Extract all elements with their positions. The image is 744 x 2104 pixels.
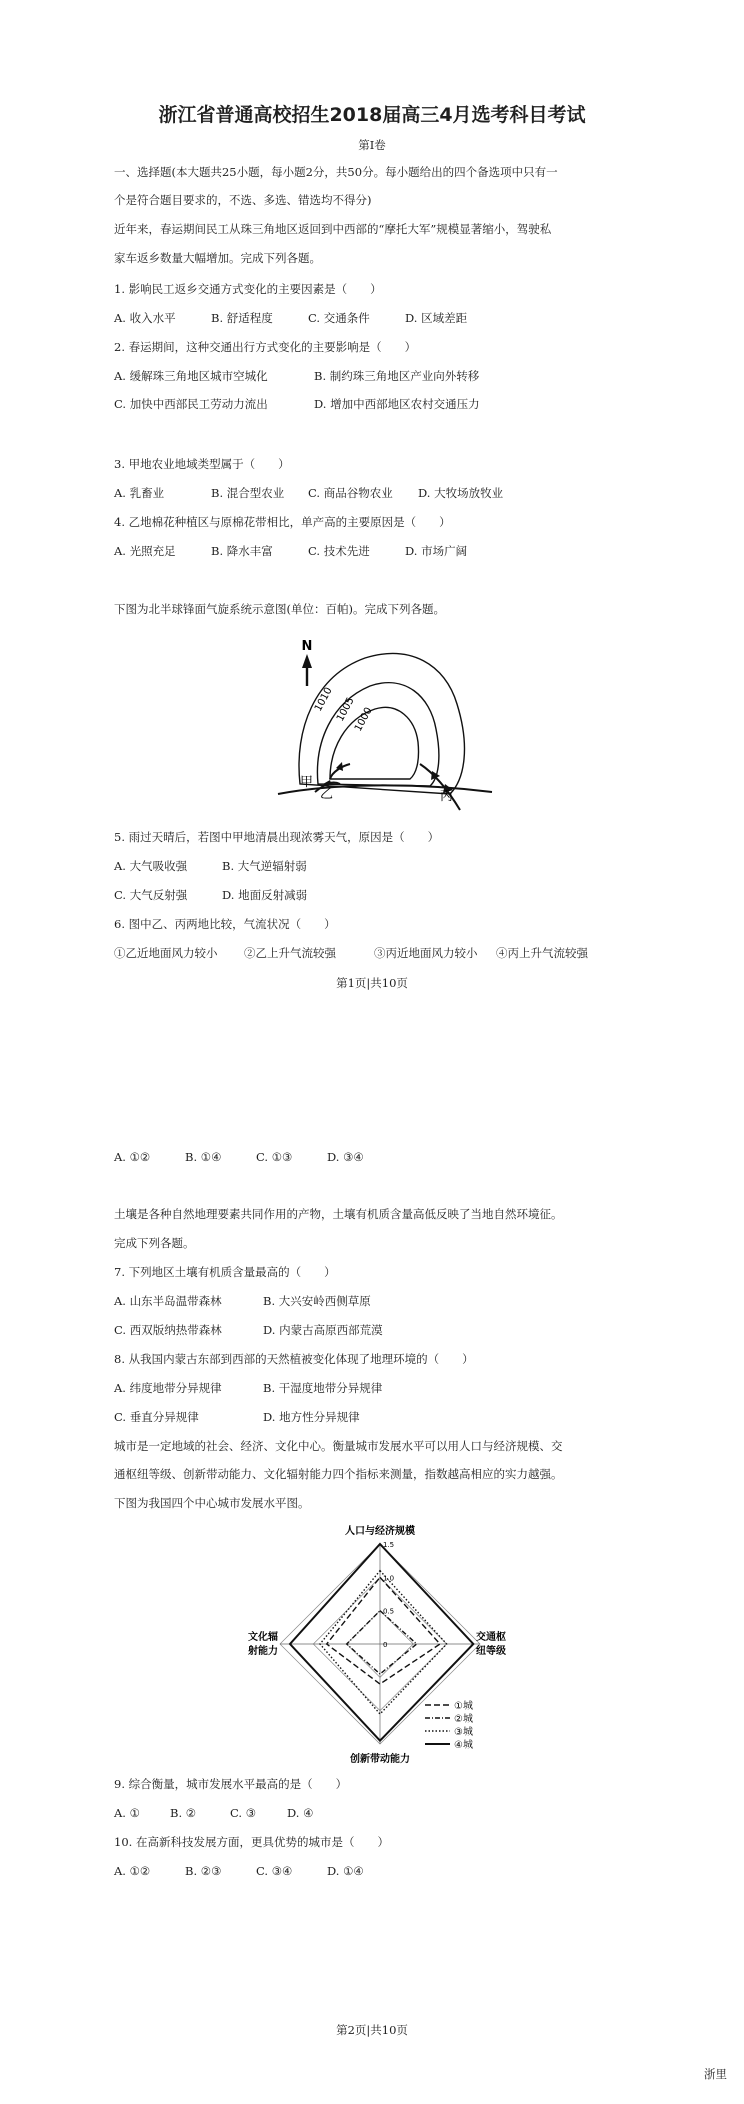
material4-line1: 城市是一定地域的社会、经济、文化中心。衡量城市发展水平可以用人口与经济规模、交 (114, 1439, 563, 1453)
section-intro-line1: 一、选择题(本大题共25小题，每小题2分，共50分。每小题给出的四个备选项中只有一 (114, 165, 558, 179)
q4-option-d[interactable]: D. 市场广阔 (405, 544, 468, 558)
place-label-yi: 乙 (320, 787, 334, 802)
q6-option-a[interactable]: A. ①② (114, 1150, 151, 1164)
q2-option-c[interactable]: C. 加快中西部民工劳动力流出 (114, 397, 268, 411)
q8-option-a[interactable]: A. 纬度地带分异规律 (114, 1381, 222, 1395)
q1-option-b[interactable]: B. 舒适程度 (211, 311, 273, 325)
material4-line2: 通枢纽等级、创新带动能力、文化辐射能力四个指标来测量，指数越高相应的实力越强。 (114, 1467, 563, 1481)
material4-line3: 下图为我国四个中心城市发展水平图。 (114, 1496, 310, 1510)
q6-option-d[interactable]: D. ③④ (327, 1150, 364, 1164)
radar-tick-label: 1.5 (383, 1541, 395, 1549)
material1-line2: 家车返乡数量大幅增加。完成下列各题。 (114, 251, 321, 265)
q5-option-b[interactable]: B. 大气逆辐射弱 (222, 859, 307, 873)
material3-line1: 土壤是各种自然地理要素共同作用的产物，土壤有机质含量高低反映了当地自然环境征。 (114, 1207, 563, 1221)
q5-option-c[interactable]: C. 大气反射强 (114, 888, 188, 902)
q1-stem: 1. 影响民工返乡交通方式变化的主要因素是（ ） (114, 282, 382, 296)
q9-option-b[interactable]: B. ② (170, 1806, 197, 1820)
material3-line2: 完成下列各题。 (114, 1236, 195, 1250)
q3-option-c[interactable]: C. 商品谷物农业 (308, 486, 393, 500)
radar-series-city-4 (290, 1544, 473, 1741)
q4-option-b[interactable]: B. 降水丰富 (211, 544, 273, 558)
axis-label-culture-2: 射能力 (248, 1646, 278, 1657)
q6-stem: 6. 图中乙、丙两地比较，气流状况（ ） (114, 917, 336, 931)
page2-footer: 第2页|共10页 (336, 2023, 408, 2037)
radar-legend (425, 1699, 473, 1751)
axis-label-innovation: 创新带动能力 (350, 1754, 410, 1765)
radar-tick-label: 0.5 (383, 1607, 395, 1616)
north-label: N (301, 639, 313, 654)
q1-option-d[interactable]: D. 区域差距 (405, 311, 468, 325)
q3-stem: 3. 甲地农业地域类型属于（ ） (114, 457, 290, 471)
q8-option-c[interactable]: C. 垂直分异规律 (114, 1410, 199, 1424)
q1-option-c[interactable]: C. 交通条件 (308, 311, 370, 325)
isobar-label-1000: 1000 (352, 705, 375, 734)
place-label-jia: 甲 (300, 775, 314, 790)
q4-option-a[interactable]: A. 光照充足 (114, 544, 176, 558)
axis-label-transport-2: 纽等级 (476, 1646, 506, 1657)
q2-option-d[interactable]: D. 增加中西部地区农村交通压力 (314, 397, 480, 411)
q6-item-3: ③丙近地面风力较小 (374, 946, 478, 960)
isobar-label-1005: 1005 (334, 695, 357, 724)
q2-option-a[interactable]: A. 缓解珠三角地区城市空城化 (114, 369, 268, 383)
q5-option-d[interactable]: D. 地面反射减弱 (222, 888, 308, 902)
q8-stem: 8. 从我国内蒙古东部到西部的天然植被变化体现了地理环境的（ ） (114, 1352, 474, 1366)
axis-label-population: 人口与经济规模 (345, 1526, 415, 1537)
volume-label: 第Ⅰ卷 (358, 138, 386, 152)
q6-option-c[interactable]: C. ①③ (256, 1150, 293, 1164)
legend-city-2: ②城 (454, 1714, 473, 1725)
page1-footer: 第1页|共10页 (336, 976, 408, 990)
legend-city-3: ③城 (454, 1727, 473, 1738)
cyclone-diagram (270, 634, 500, 814)
q8-option-d[interactable]: D. 地方性分异规律 (263, 1410, 360, 1424)
q10-option-d[interactable]: D. ①④ (327, 1864, 364, 1878)
q6-item-1: ①乙近地面风力较小 (114, 946, 218, 960)
corner-text: 浙里 (704, 2067, 727, 2081)
q9-option-a[interactable]: A. ① (114, 1806, 140, 1820)
axis-label-transport-1: 交通枢 (476, 1632, 506, 1643)
exam-title: 浙江省普通高校招生2018届高三4月选考科目考试 (158, 104, 586, 126)
north-arrow-icon (302, 639, 313, 686)
q6-option-b[interactable]: B. ①④ (185, 1150, 222, 1164)
q7-option-a[interactable]: A. 山东半岛温带森林 (114, 1294, 222, 1308)
q9-option-c[interactable]: C. ③ (230, 1806, 257, 1820)
q8-option-b[interactable]: B. 干湿度地带分异规律 (263, 1381, 383, 1395)
q1-option-a[interactable]: A. 收入水平 (114, 311, 176, 325)
city-radar-chart (230, 1520, 530, 1770)
q3-option-b[interactable]: B. 混合型农业 (211, 486, 285, 500)
radar-series-city-2 (347, 1611, 417, 1674)
q4-stem: 4. 乙地棉花种植区与原棉花带相比，单产高的主要原因是（ ） (114, 515, 451, 529)
q10-option-c[interactable]: C. ③④ (256, 1864, 293, 1878)
place-label-bing: 丙 (440, 789, 454, 804)
q3-option-d[interactable]: D. 大牧场放牧业 (418, 486, 504, 500)
q3-option-a[interactable]: A. 乳畜业 (114, 486, 165, 500)
isobar-label-1010: 1010 (312, 685, 335, 714)
q5-stem: 5. 雨过天晴后，若图中甲地清晨出现浓雾天气，原因是（ ） (114, 830, 440, 844)
q2-stem: 2. 春运期间，这种交通出行方式变化的主要影响是（ ） (114, 340, 417, 354)
q7-option-d[interactable]: D. 内蒙古高原西部荒漠 (263, 1323, 383, 1337)
q10-option-b[interactable]: B. ②③ (185, 1864, 222, 1878)
q7-stem: 7. 下列地区土壤有机质含量最高的（ ） (114, 1265, 336, 1279)
q10-option-a[interactable]: A. ①② (114, 1864, 151, 1878)
radar-tick-label: 0 (383, 1641, 388, 1649)
q7-option-c[interactable]: C. 西双版纳热带森林 (114, 1323, 222, 1337)
q4-option-c[interactable]: C. 技术先进 (308, 544, 370, 558)
q6-item-2: ②乙上升气流较强 (244, 946, 336, 960)
q9-stem: 9. 综合衡量，城市发展水平最高的是（ ） (114, 1777, 348, 1791)
q6-item-4: ④丙上升气流较强 (496, 946, 588, 960)
q10-stem: 10. 在高新科技发展方面，更具优势的城市是（ ） (114, 1835, 389, 1849)
radar-tick-label: 1.0 (383, 1574, 395, 1583)
q2-option-b[interactable]: B. 制约珠三角地区产业向外转移 (314, 369, 480, 383)
isobar-1010 (299, 654, 464, 794)
material1-line1: 近年来，春运期间民工从珠三角地区返回到中西部的“摩托大军”规模显著缩小，驾驶私 (114, 222, 552, 236)
legend-city-1: ①城 (454, 1701, 473, 1712)
legend-city-4: ④城 (454, 1740, 473, 1751)
axis-label-culture-1: 文化辐 (248, 1632, 278, 1643)
material2-line1: 下图为北半球锋面气旋系统示意图(单位：百帕)。完成下列各题。 (114, 602, 445, 616)
section-intro-line2: 个是符合题目要求的，不选、多选、错选均不得分) (114, 193, 372, 207)
q5-option-a[interactable]: A. 大气吸收强 (114, 859, 188, 873)
q7-option-b[interactable]: B. 大兴安岭西侧草原 (263, 1294, 371, 1308)
q9-option-d[interactable]: D. ④ (287, 1806, 314, 1820)
